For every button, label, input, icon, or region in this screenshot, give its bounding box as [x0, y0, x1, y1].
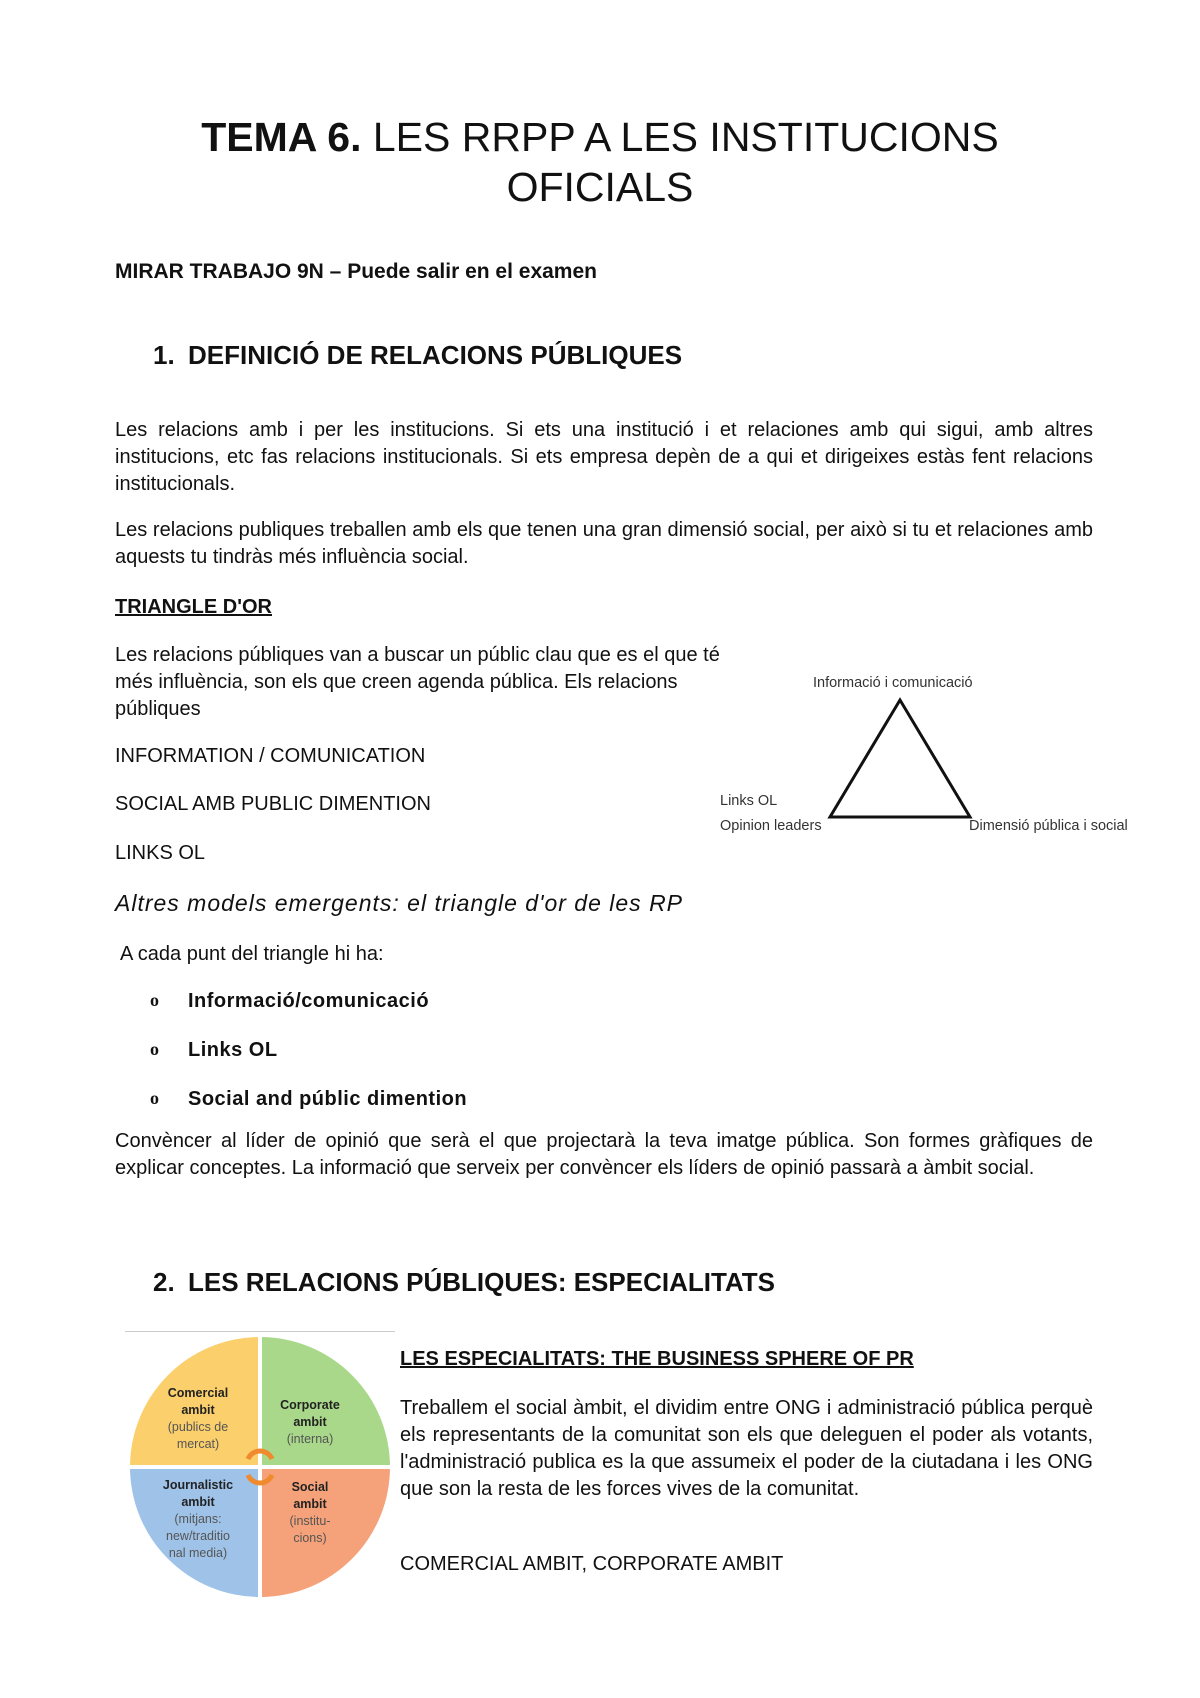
list-item	[150, 1039, 467, 1088]
specialities-subheading: LES ESPECIALITATS: THE BUSINESS SPHERE OF PR	[400, 1348, 914, 1370]
bullet-text: Social and públic dimention	[188, 1088, 468, 1110]
business-sphere-figure	[120, 1325, 400, 1605]
page-title	[120, 112, 1080, 212]
links-line: LINKS OL	[115, 842, 206, 864]
bullet-marker: o	[150, 990, 160, 1010]
section-1-paragraph-4: Convèncer al líder de opinió que serà el que projectarà la teva imatge pública. Son formes gràfiques de explicar conceptes. La informació que serveix per convèncer els líders de opinió passarà a àmbit social.	[115, 1130, 1093, 1179]
info-line: INFORMATION / COMUNICATION	[115, 745, 426, 767]
triangle-label-links: Links OL	[720, 793, 778, 809]
section-1-paragraph-3: Les relacions públiques van a buscar un públic clau que es el que té més influència, son els que creen agenda pública. Els relacions públiques	[115, 644, 720, 720]
label-title: Comercial	[167, 1386, 229, 1400]
section-1-paragraph-1: Les relacions amb i per les institucions. Si ets una institució i et relaciones amb qui sigui, amb altres institucions, etc fas relacions institucionals. Si ets empresa depèn de a qui et dirigeixes estàs fent relacions institucionals.	[115, 419, 1093, 495]
exam-note: MIRAR TRABAJO 9N – Puede salir en el examen	[115, 260, 597, 283]
label-title: ambit	[181, 1495, 215, 1509]
label-title: Social	[291, 1480, 329, 1494]
quadrant-label-journalistic	[156, 1477, 240, 1562]
label-title: Corporate	[280, 1398, 340, 1412]
section-2-heading	[153, 1267, 775, 1298]
label-note: (institu-	[289, 1514, 331, 1528]
label-note: (publics de	[167, 1420, 229, 1434]
bullet-marker: o	[150, 1039, 160, 1059]
quadrant-label-corporate	[270, 1397, 350, 1448]
section-1-number: 1.	[153, 340, 175, 370]
list-item	[150, 990, 467, 1039]
triangle-outline	[830, 700, 970, 817]
section-1-heading	[153, 340, 682, 371]
triangle-heading: TRIANGLE D'OR	[115, 596, 272, 618]
triangle-label-opinion: Opinion leaders	[720, 818, 822, 834]
triangle-bullet-list	[150, 990, 467, 1137]
bullet-text: Links OL	[188, 1039, 278, 1061]
label-note: (mitjans:	[174, 1512, 222, 1526]
triangle-label-right: Dimensió pública i social	[969, 818, 1128, 834]
italic-models-line: Altres models emergents: el triangle d'or de les RP	[115, 890, 684, 916]
section-2-paragraph-1: Treballem el social àmbit, el dividim entre ONG i administració pública perquè els representants de la comunitat son els que deleguen el poder als votants, l'administració publica es la que assumeix el poder de la ciutadana i les ONG que son la resta de les forces vives de la comunitat.	[400, 1397, 1093, 1500]
label-title: ambit	[181, 1403, 215, 1417]
section-2-title: LES RELACIONS PÚBLIQUES: ESPECIALITATS	[188, 1267, 775, 1297]
label-title: ambit	[293, 1497, 327, 1511]
section-1-title: DEFINICIÓ DE RELACIONS PÚBLIQUES	[188, 340, 683, 370]
label-note: mercat)	[176, 1437, 220, 1451]
label-title: Journalistic	[162, 1478, 234, 1492]
triangle-intro: A cada punt del triangle hi ha:	[120, 943, 384, 965]
bullet-text: Informació/comunicació	[188, 990, 430, 1012]
bullet-marker: o	[150, 1088, 160, 1108]
label-note: new/traditio	[166, 1529, 230, 1543]
triangle-label-top: Informació i comunicació	[813, 675, 973, 691]
golden-triangle-figure	[710, 665, 1150, 855]
sphere-chart	[120, 1325, 400, 1605]
social-line: SOCIAL AMB PUBLIC DIMENTION	[115, 793, 431, 815]
label-note: (interna)	[286, 1432, 334, 1446]
title-rest: LES RRPP A LES INSTITUCIONS OFICIALS	[361, 114, 999, 210]
label-title: ambit	[293, 1415, 327, 1429]
figure-top-rule	[125, 1331, 395, 1332]
label-note: cions)	[293, 1531, 327, 1545]
section-2-number: 2.	[153, 1267, 175, 1297]
title-bold: TEMA 6.	[201, 114, 362, 160]
label-note: nal media)	[168, 1546, 228, 1560]
section-1-paragraph-2: Les relacions publiques treballen amb els que tenen una gran dimensió social, per això si tu et relaciones amb aquests tu tindràs més influència social.	[115, 519, 1093, 568]
quadrant-label-commercial	[158, 1385, 238, 1453]
quadrant-label-social	[270, 1479, 350, 1547]
section-2-paragraph-2: COMERCIAL AMBIT, CORPORATE AMBIT	[400, 1553, 784, 1575]
